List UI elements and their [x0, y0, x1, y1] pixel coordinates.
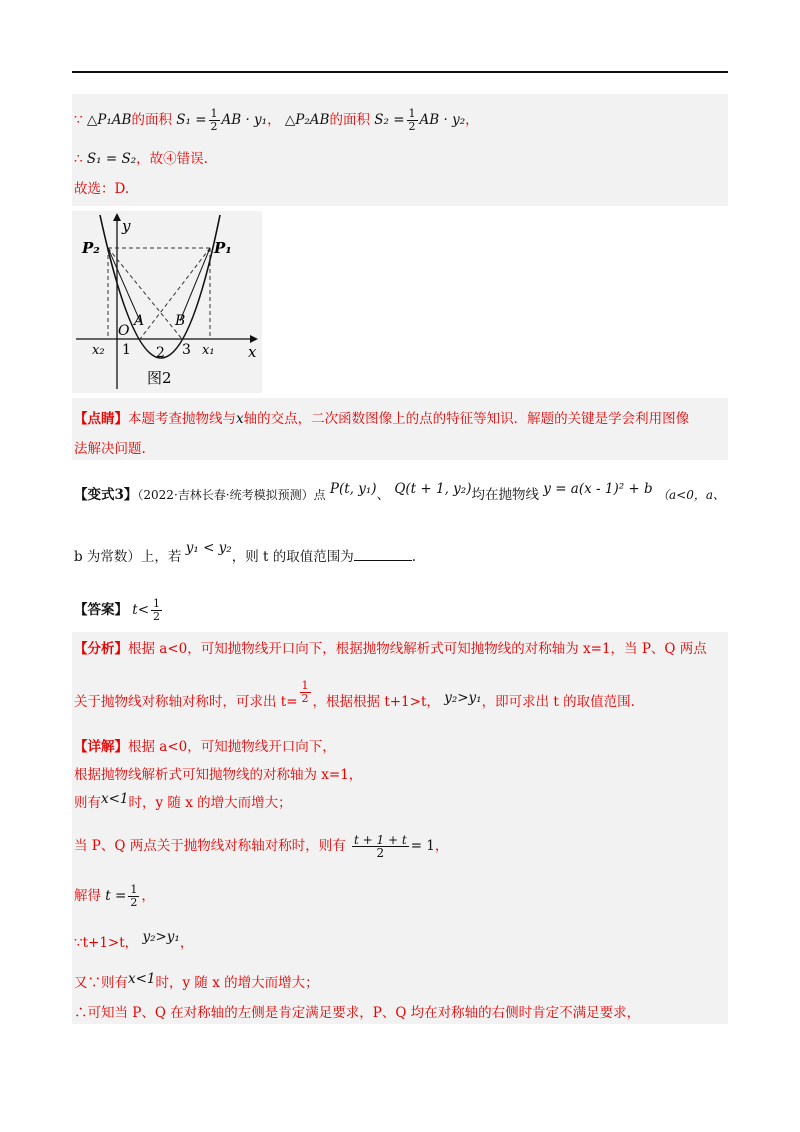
answer-tag: 【答案】 [74, 602, 128, 618]
choice-line: 故选：D. [74, 181, 130, 197]
analysis-y2-gt-y1: y₂>y₁ [444, 690, 482, 706]
solution-fraction: $\frac{1}{2}$ [130, 883, 138, 909]
ab-y1: AB · y₁ [221, 112, 268, 128]
detail-line-6: ∵t+1>t， y₂>y₁， [74, 929, 194, 951]
analysis-tag: 【分析】 [74, 641, 128, 657]
header-rule [72, 71, 728, 73]
analysis-fraction: $\frac{1}{2}$ [301, 679, 309, 705]
area-line: ∵ △P₁AB的面积 S₁ = $\frac{1}{2}$ AB · y₁， △P₂AB的面积 S₂ = $\frac{1}{2}$ AB · y₂， [74, 107, 479, 133]
origin-label: O [118, 323, 130, 339]
x1-label: x₁ [202, 343, 215, 358]
conclusion-line: ∴ S₁ = S₂，故④错误. [74, 151, 208, 167]
p2-label: P₂ [82, 239, 100, 257]
tick-1: 1 [122, 342, 131, 358]
x2-label: x₂ [92, 343, 105, 358]
half-fraction-2: $\frac{1}{2}$ [408, 107, 416, 133]
half-fraction-1: $\frac{1}{2}$ [210, 107, 218, 133]
figure-caption: 图2 [147, 369, 172, 387]
parabola-equation: y = a(x - 1)² + b [543, 481, 653, 497]
y1-lt-y2: y₁ < y₂ [185, 540, 232, 556]
p1-label: P₁ [214, 239, 232, 257]
ab-y2: AB · y₂ [419, 112, 466, 128]
answer-blank [354, 548, 412, 561]
tick-2: 2 [156, 345, 165, 361]
detail-tag: 【详解】 [74, 739, 128, 755]
analysis-line-2: 关于抛物线对称轴对称时，可求出 t= $\frac{1}{2}$ ，根据根据 t+1>t， y₂>y₁，即可求出 t 的取值范围. [74, 679, 635, 710]
y-axis-label: y [122, 217, 131, 235]
triangle-p2ab: △P₂AB [284, 112, 330, 128]
s2-label: S₂ = [374, 112, 405, 128]
dianjing-tag: 【点睛】 [74, 411, 128, 427]
dianjing-block [72, 398, 728, 460]
x-axis-label: x [248, 343, 257, 361]
parabola-figure [72, 211, 262, 393]
detail-line-4: 当 P、Q 两点关于抛物线对称轴对称时，则有 $\frac{t + 1 + t}{2}$ = 1， [74, 833, 449, 860]
answer-line [74, 598, 164, 623]
point-q: Q(t + 1, y₂) [394, 481, 472, 497]
detail-line-2: 根据抛物线解析式可知抛物线的对称轴为 x=1， [74, 767, 363, 783]
detail-line-1: 【详解】根据 a<0，可知抛物线开口向下， [74, 739, 336, 755]
point-b-label: B [175, 313, 186, 329]
symmetry-fraction: $\frac{t + 1 + t}{2}$ [354, 833, 407, 860]
because-symbol: ∵ [74, 112, 83, 128]
bianshi-line-2: b 为常数）上，若 y₁ < y₂，则 t 的取值范围为 . [74, 540, 417, 565]
analysis-line-1: 【分析】根据 a<0，可知抛物线开口向下，根据抛物线解析式可知抛物线的对称轴为 x=1，当 P、Q 两点 [74, 641, 707, 657]
area-label-2: 的面积 [329, 112, 370, 128]
detail-line-8: ∴可知当 P、Q 在对称轴的左侧是肯定满足要求，P、Q 均在对称轴的右侧时肯定不满足要求， [74, 1005, 641, 1021]
area-label-1: 的面积 [131, 112, 172, 128]
bianshi-tag: 【变式3】 [74, 487, 138, 503]
detail-line-3: 则有x<1时，y 随 x 的增大而增大； [74, 791, 292, 811]
answer-fraction: $\frac{1}{2}$ [153, 597, 161, 623]
bianshi-line-1: 【变式3】（2022·吉林长春·统考模拟预测）点 P(t, y₁)、 Q(t + 1, y₂)均在抛物线 y = a(x - 1)² + b （a<0，a、 [74, 481, 725, 503]
answer-t-lt: t< [132, 602, 150, 618]
point-a-label: A [134, 313, 145, 329]
s1-label: S₁ = [176, 112, 207, 128]
triangle-p1ab: △P₁AB [86, 112, 132, 128]
s1-eq-s2: S₁ = S₂ [86, 151, 137, 167]
point-p: P(t, y₁) [329, 481, 377, 497]
tick-3: 3 [182, 342, 191, 358]
dianjing-line-1: 【点睛】本题考查抛物线与x轴的交点，二次函数图像上的点的特征等知识．解题的关键是学会利用图像 [74, 411, 690, 427]
detail-line-7: 又∵则有x<1时，y 随 x 的增大而增大； [74, 971, 319, 991]
dianjing-line-2: 法解决问题. [74, 441, 146, 457]
detail-line-5: 解得 t = $\frac{1}{2}$ ， [74, 883, 155, 909]
